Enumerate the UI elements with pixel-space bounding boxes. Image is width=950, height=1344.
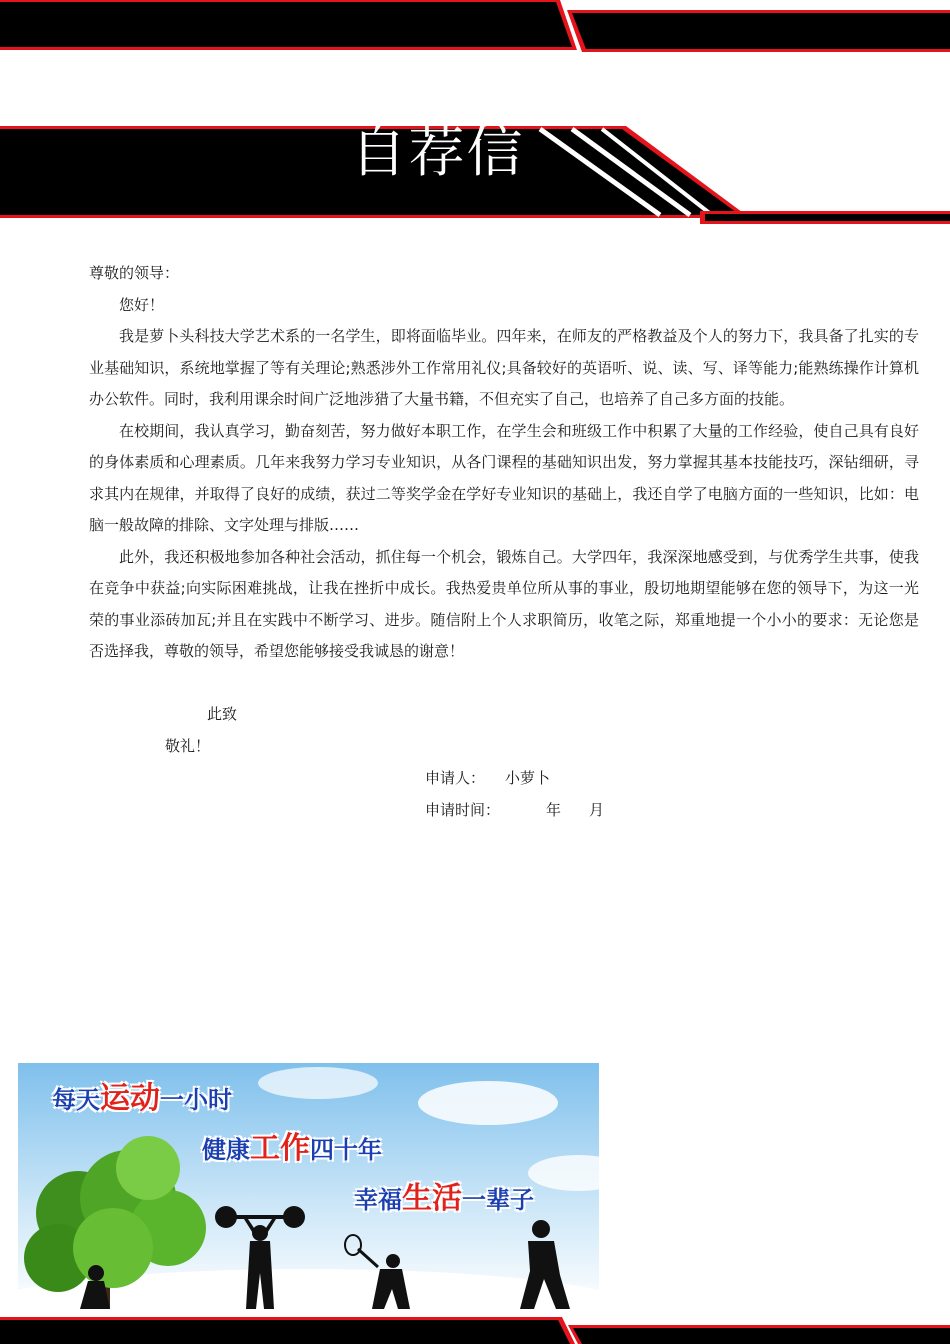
slogan-line-2: 健康工作四十年 [202,1131,382,1166]
paragraph-1: 我是萝卜头科技大学艺术系的一名学生，即将面临毕业。四年来，在师友的严格教益及个人的努力下，我具备了扎实的专业基础知识，系统地掌握了等有关理论;熟悉涉外工作常用礼仪;具备较好的英语听、说、读、写、译等能力;能熟练操作计算机办公软件。同时，我利用课余时间广泛地涉猎了大量书籍，不但充实了自己，也培养了自己多方面的技能。 [89,327,919,408]
paragraph-2: 在校期间，我认真学习，勤奋刻苦，努力做好本职工作，在学生会和班级工作中积累了大量的工作经验，使自己具有良好的身体素质和心理素质。几年来我努力学习专业知识，从各门课程的基础知识出发，努力掌握其基本技能技巧，深钻细研，寻求其内在规律，并取得了良好的成绩，获过二等奖学金在学好专业知识的基础上，我还自学了电脑方面的一些知识，比如：电脑一般故障的排除、文字处理与排版…… [89,421,919,534]
top-decor-band [0,0,950,52]
bottom-decor-band [0,1317,950,1344]
paragraph-3: 此外，我还积极地参加各种社会活动，抓住每一个机会，锻炼自己。大学四年，我深深地感受到，与优秀学生共事，使我在竞争中获益;向实际困难挑战，让我在挫折中成长。我热爱贵单位所从事的事业，殷切地期望能够在您的领导下，为这一光荣的事业添砖加瓦;并且在实践中不断学习、进步。随信附上个人求职简历，收笔之际，郑重地提一个小小的要求：无论您是否选择我，尊敬的领导，希望您能够接受我诚恳的谢意！ [89,547,919,660]
slogan-line-3: 幸福生活一辈子 [354,1181,534,1216]
letter-body [89,258,919,668]
month-label: 月 [589,801,605,819]
applicant-label: 申请人： [425,769,486,787]
closing-regards: 此致 [207,705,238,723]
greeting: 您好！ [119,295,165,314]
date-label: 申请时间： [425,801,501,819]
slogan-line-1: 每天运动一小时 [52,1081,232,1116]
salutation: 尊敬的领导： [89,264,180,282]
applicant-name: 小萝卜 [505,769,551,787]
year-label: 年 [546,801,562,819]
document-title: 自荐信 [350,120,525,185]
closing-salute: 敬礼！ [165,737,211,755]
applicant-line [425,767,550,788]
date-line [425,799,604,820]
health-slogan-banner [18,1063,599,1309]
